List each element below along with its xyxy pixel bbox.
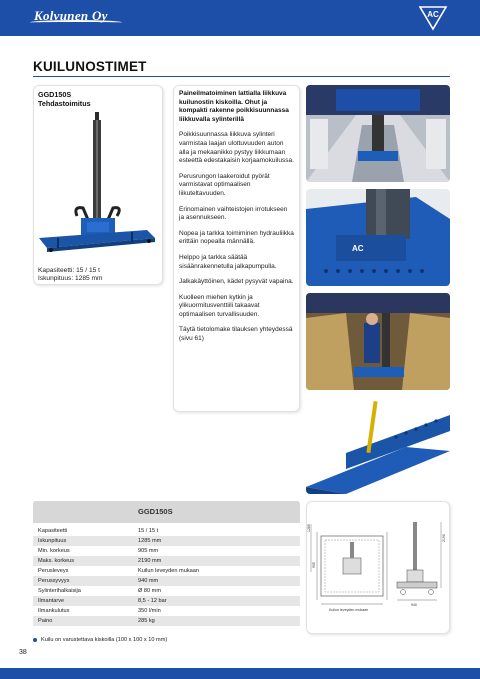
table-row (33, 616, 300, 626)
lift-product-image (37, 110, 159, 260)
spec-value: 2190 mm (138, 558, 162, 564)
spec-key: Maks. korkeus (38, 558, 75, 564)
spec-key: Perusleveys (38, 568, 69, 574)
table-row (33, 596, 300, 606)
spec-key: Sylinterihalkaisija (38, 588, 81, 594)
photo-lift-closeup (306, 189, 450, 286)
table-row (33, 576, 300, 586)
dim-label: 940 (411, 603, 417, 607)
dim-label: 1285 (307, 524, 311, 532)
drawing-width-label: Kuilun leveyden mukaan (329, 608, 369, 612)
spec-value: 905 mm (138, 548, 159, 554)
product-name: GGD150S (38, 90, 72, 99)
product-subtitle: Tehdastoimitus (38, 99, 91, 108)
spec-key: Min. korkeus (38, 548, 70, 554)
ac-logo-icon (418, 5, 448, 31)
spec-value: Kuilun leveyden mukaan (138, 568, 199, 574)
spec-value: 1285 mm (138, 538, 162, 544)
brand-logo: Kolvunen Oy (34, 8, 108, 23)
spec-key: Perussyvyys (38, 578, 70, 584)
spec-key: Paino (38, 618, 53, 624)
table-footnote (33, 637, 167, 643)
bullet-icon (33, 638, 37, 642)
title-divider (33, 76, 450, 77)
spec-value: Ø 80 mm (138, 588, 162, 594)
spec-key: Ilmankulutus (38, 608, 70, 614)
brand-swoosh (30, 20, 122, 25)
spec-value: 350 l/min (138, 608, 161, 614)
header-bar (0, 0, 480, 36)
spec-key: Iskunpituus (38, 538, 67, 544)
description-paragraph: Jalkakäyttöinen, kädet pysyvät vapaina. (179, 278, 294, 286)
page-title: KUILUNOSTIMET (33, 59, 147, 74)
technical-drawing (306, 501, 450, 634)
spec-table (33, 501, 300, 634)
description-heading: Paineilmatoiminen lattialla liikkuva kuilunostin kiskoilla. Ohut ja kompakti rakenne poikkisuunnassa liikkuvalla sylinterillä (179, 90, 289, 123)
footer-bar (0, 668, 480, 679)
footnote-text: Kuilu on varustettava kiskoilla (100 x 100 x 10 mm) (41, 637, 168, 643)
description-paragraph: Kuolleen miehen kytkin ja ylikuormitusventtiili takaavat optimaalisen turvallisuuden. (179, 293, 260, 318)
description-card (173, 85, 300, 412)
spec-table-title: GGD150S (138, 507, 173, 516)
description-paragraph: Poikkisuunnassa liikkuva sylinteri varmistaa laajan ulottuvuuden auton alla ja mekaanikko pystyy liikkumaan esteettä edestakaisin korjaamokuilussa. (179, 131, 294, 165)
description-paragraph: Täytä tietolomake tilauksen yhteydessä (sivu 61) (179, 326, 293, 343)
table-row (33, 536, 300, 546)
dim-label: 905 (312, 562, 316, 568)
spec-value: 940 mm (138, 578, 159, 584)
dim-label: 2190 (442, 534, 446, 542)
svg-text:AC: AC (352, 244, 364, 253)
photo-pit-underside (306, 85, 450, 182)
product-capacity: Kapasiteetti: 15 / 15 t (38, 267, 100, 274)
spec-value: 8,5 - 12 bar (138, 598, 167, 604)
photo-rail-detail (306, 397, 450, 494)
ac-logo-text: AC (427, 10, 439, 19)
description-paragraph: Erinomainen vaihteistojen irrotukseen ja asennukseen. (179, 205, 288, 222)
product-stroke: Iskunpituus: 1285 mm (38, 275, 103, 282)
table-row (33, 566, 300, 576)
spec-table-header (33, 501, 300, 523)
table-row (33, 606, 300, 616)
description-paragraph: Helppo ja tarkka säätää sisäänrakennetulla jalkapumpulla. (179, 253, 277, 270)
page-number: 38 (19, 649, 27, 656)
description-paragraph: Perusrungon laakeroidut pyörät varmistavat optimaalisen liikuteltavuuden. (179, 172, 270, 197)
spec-key: Kapasiteetti (38, 528, 68, 534)
photo-mechanic-in-pit (306, 293, 450, 390)
product-card (33, 85, 163, 285)
table-row (33, 526, 300, 536)
spec-value: 15 / 15 t (138, 528, 159, 534)
table-row (33, 546, 300, 556)
spec-value: 285 kg (138, 618, 155, 624)
table-row (33, 586, 300, 596)
spec-key: Ilmantarve (38, 598, 65, 604)
description-paragraph: Nopea ja tarkka toimiminen hydrauliikka erittäin nopealla männällä. (179, 229, 294, 246)
table-row (33, 556, 300, 566)
